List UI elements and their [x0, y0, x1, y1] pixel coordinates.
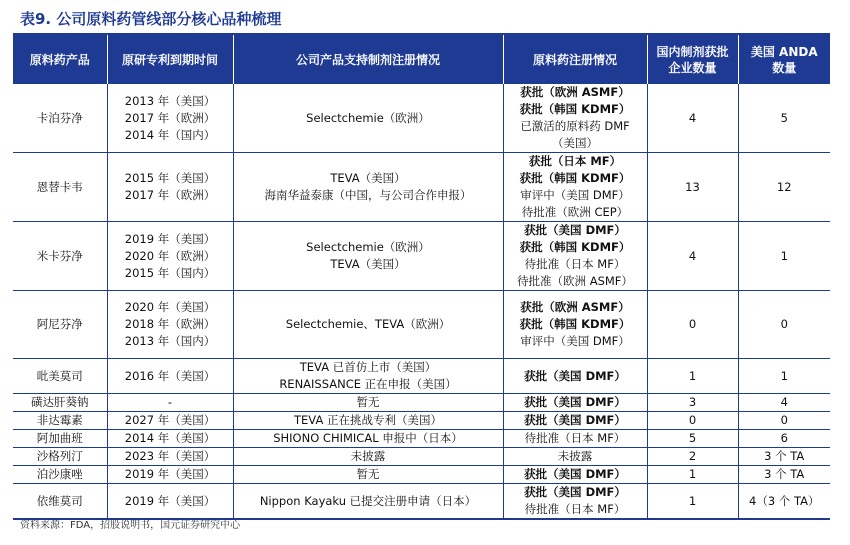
- patent-expiry-line: 2015 年（国内）: [124, 265, 216, 280]
- api-registration-line: 审评中（美国 DMF）: [520, 334, 630, 348]
- domestic-approvals-cell: [647, 394, 738, 412]
- table-row: [13, 484, 830, 520]
- col-support-header: [233, 35, 503, 84]
- us-anda-cell: [738, 412, 830, 430]
- formulation-support-line: RENAISSANCE 正在申报（美国）: [279, 377, 457, 391]
- domestic-approvals-value: 5: [688, 431, 697, 445]
- domestic-approvals-cell: [647, 448, 738, 466]
- api-registration-cell: [503, 222, 647, 291]
- api-registration-cell: [503, 153, 647, 222]
- api-registration-cell: [503, 394, 647, 412]
- api-registration-cell: [503, 466, 647, 484]
- header-label: 企业数量: [668, 60, 717, 75]
- formulation-support-line: Selectchemie（欧洲）: [306, 110, 430, 125]
- us-anda-cell: [738, 153, 830, 222]
- header-label: 原料药注册情况: [532, 52, 617, 67]
- table-row: [13, 466, 830, 484]
- formulation-support-cell: [233, 291, 503, 359]
- api-registration-line: 待批准（日本 MF）: [524, 431, 626, 445]
- domestic-approvals-value: 13: [685, 179, 700, 194]
- col-product-header: [13, 35, 107, 84]
- formulation-support-line: Nippon Kayaku 已提交注册申请（日本）: [259, 493, 477, 508]
- product-name: 卡泊芬净: [36, 110, 83, 125]
- api-registration-line: 待批准（日本 MF）: [524, 502, 626, 516]
- header-label: 国内制剂获批: [656, 44, 729, 59]
- product-name: 泊沙康唑: [36, 467, 83, 481]
- api-registration-cell: [503, 430, 647, 448]
- domestic-approvals-cell: [647, 84, 738, 153]
- product-name: 吡美莫司: [36, 368, 83, 383]
- product-name-cell: [13, 448, 107, 466]
- header-label: 公司产品支持制剂注册情况: [295, 52, 440, 67]
- table-row: [13, 291, 830, 359]
- patent-expiry-cell: [107, 222, 233, 291]
- formulation-support-line: TEVA 已首仿上市（美国）: [299, 360, 437, 374]
- formulation-support-line: 海南华益泰康（中国，与公司合作申报）: [264, 188, 472, 202]
- patent-expiry-cell: [107, 430, 233, 448]
- domestic-approvals-value: 1: [688, 493, 697, 508]
- patent-expiry-cell: [107, 291, 233, 359]
- patent-expiry-line: 2019 年（美国）: [124, 493, 216, 508]
- api-registration-line: 获批（美国 DMF）: [524, 413, 626, 427]
- table-row: [13, 448, 830, 466]
- api-registration-line: 未披露: [557, 449, 593, 463]
- product-name: 恩替卡韦: [36, 179, 83, 194]
- api-registration-cell: [503, 484, 647, 520]
- us-anda-cell: [738, 448, 830, 466]
- formulation-support-line: TEVA（美国）: [330, 171, 406, 185]
- patent-expiry-cell: [107, 394, 233, 412]
- product-name-cell: [13, 484, 107, 520]
- col-reg-header: [503, 35, 647, 84]
- api-registration-line: 待批准（欧洲 ASMF）: [517, 274, 633, 288]
- table-row: [13, 430, 830, 448]
- domestic-approvals-value: 4: [688, 248, 697, 263]
- col-anda-header: [738, 35, 830, 84]
- product-name-cell: [13, 153, 107, 222]
- product-name: 阿尼芬净: [36, 317, 83, 331]
- col-patent-header: [107, 35, 233, 84]
- api-registration-line: 审评中（美国 DMF）: [520, 188, 630, 202]
- domestic-approvals-value: 3: [688, 395, 697, 409]
- product-name: 依维莫司: [36, 493, 83, 508]
- patent-expiry-line: 2023 年（美国）: [124, 449, 216, 463]
- product-name-cell: [13, 84, 107, 153]
- header-label: 原料药产品: [29, 52, 90, 67]
- us-anda-cell: [738, 466, 830, 484]
- domestic-approvals-cell: [647, 291, 738, 359]
- product-name: 米卡芬净: [36, 248, 83, 263]
- api-registration-line: 待批准（日本 MF）: [524, 257, 626, 271]
- domestic-approvals-cell: [647, 412, 738, 430]
- api-registration-line: 获批（欧洲 ASMF）: [520, 85, 630, 99]
- product-name: 阿加曲班: [36, 431, 83, 445]
- domestic-approvals-value: 1: [688, 368, 697, 383]
- patent-expiry-line: 2020 年（欧洲）: [124, 248, 216, 263]
- patent-expiry-line: 2019 年（美国）: [124, 231, 216, 246]
- col-domestic-header: [647, 35, 738, 84]
- patent-expiry-line: 2018 年（欧洲）: [124, 317, 216, 331]
- table-body: [13, 84, 830, 519]
- api-registration-line: 获批（韩国 KDMF）: [519, 317, 631, 331]
- us-anda-cell: [738, 84, 830, 153]
- table-row: [13, 84, 830, 153]
- header-row: [13, 35, 830, 84]
- source-note: 资料来源：FDA，招股说明书，国元证券研究中心: [20, 520, 241, 531]
- us-anda-value: 0: [780, 413, 788, 427]
- product-name: 沙格列汀: [36, 449, 83, 463]
- domestic-approvals-value: 4: [688, 110, 697, 125]
- us-anda-cell: [738, 394, 830, 412]
- formulation-support-line: 未披露: [350, 449, 386, 463]
- formulation-support-cell: [233, 448, 503, 466]
- domestic-approvals-value: 1: [688, 467, 697, 481]
- us-anda-value: 1: [780, 368, 788, 383]
- api-registration-line: 获批（美国 DMF）: [524, 223, 626, 237]
- formulation-support-line: TEVA 正在挑战专利（美国）: [294, 413, 442, 427]
- patent-expiry-cell: [107, 448, 233, 466]
- patent-expiry-cell: [107, 466, 233, 484]
- patent-expiry-line: 2015 年（美国）: [124, 171, 216, 185]
- domestic-approvals-cell: [647, 484, 738, 520]
- api-registration-cell: [503, 291, 647, 359]
- api-registration-line: 获批（韩国 KDMF）: [519, 102, 631, 116]
- formulation-support-line: SHIONO CHIMICAL 申报中（日本）: [273, 431, 463, 445]
- patent-expiry-line: 2016 年（美国）: [124, 368, 216, 383]
- table-row: [13, 394, 830, 412]
- formulation-support-line: TEVA（美国）: [330, 257, 406, 271]
- patent-expiry-line: -: [167, 395, 173, 409]
- api-registration-cell: [503, 84, 647, 153]
- pipeline-table: [13, 35, 830, 520]
- patent-expiry-line: 2013 年（国内）: [124, 334, 216, 348]
- us-anda-value: 0: [780, 317, 788, 331]
- us-anda-value: 3 个 TA: [764, 449, 805, 463]
- us-anda-value: 3 个 TA: [764, 467, 805, 481]
- formulation-support-cell: [233, 84, 503, 153]
- patent-expiry-line: 2014 年（美国）: [124, 431, 216, 445]
- table-row: [13, 222, 830, 291]
- api-registration-line: 获批（韩国 KDMF）: [519, 171, 631, 185]
- api-registration-cell: [503, 412, 647, 430]
- product-name: 磺达肝葵钠: [31, 395, 89, 409]
- header-label: 原研专利到期时间: [121, 52, 218, 67]
- patent-expiry-cell: [107, 84, 233, 153]
- api-registration-cell: [503, 448, 647, 466]
- formulation-support-line: 暂无: [356, 395, 380, 409]
- api-registration-line: 获批（美国 DMF）: [524, 467, 626, 481]
- table-row: [13, 412, 830, 430]
- us-anda-cell: [738, 359, 830, 394]
- us-anda-value: 1: [780, 248, 788, 263]
- domestic-approvals-cell: [647, 466, 738, 484]
- table-row: [13, 153, 830, 222]
- domestic-approvals-value: 2: [688, 449, 697, 463]
- product-name-cell: [13, 359, 107, 394]
- domestic-approvals-cell: [647, 153, 738, 222]
- api-registration-line: 获批（美国 DMF）: [524, 485, 626, 499]
- domestic-approvals-value: 0: [688, 317, 697, 331]
- patent-expiry-cell: [107, 153, 233, 222]
- product-name-cell: [13, 412, 107, 430]
- patent-expiry-line: 2027 年（美国）: [124, 413, 216, 427]
- formulation-support-cell: [233, 153, 503, 222]
- patent-expiry-line: 2017 年（欧洲）: [124, 110, 216, 125]
- patent-expiry-line: 2019 年（美国）: [124, 467, 216, 481]
- domestic-approvals-cell: [647, 430, 738, 448]
- api-registration-line: 获批（美国 DMF）: [524, 368, 626, 383]
- patent-expiry-line: 2020 年（美国）: [124, 300, 216, 314]
- formulation-support-cell: [233, 222, 503, 291]
- formulation-support-cell: [233, 412, 503, 430]
- domestic-approvals-value: 0: [688, 413, 697, 427]
- formulation-support-line: 暂无: [356, 467, 380, 481]
- formulation-support-cell: [233, 394, 503, 412]
- us-anda-value: 12: [776, 179, 792, 194]
- api-registration-line: 获批（美国 DMF）: [524, 395, 626, 409]
- domestic-approvals-cell: [647, 222, 738, 291]
- domestic-approvals-cell: [647, 359, 738, 394]
- formulation-support-cell: [233, 484, 503, 520]
- header-label: 美国 ANDA: [750, 44, 818, 59]
- product-name-cell: [13, 222, 107, 291]
- product-name-cell: [13, 466, 107, 484]
- us-anda-cell: [738, 222, 830, 291]
- table-row: [13, 359, 830, 394]
- api-registration-line: 获批（日本 MF）: [528, 154, 622, 168]
- patent-expiry-cell: [107, 359, 233, 394]
- patent-expiry-line: 2014 年（国内）: [124, 127, 216, 142]
- us-anda-cell: [738, 484, 830, 520]
- product-name: 非达霉素: [36, 413, 83, 427]
- product-name-cell: [13, 430, 107, 448]
- api-registration-line: 待批准（欧洲 CEP）: [521, 205, 629, 219]
- us-anda-value: 4（3 个 TA）: [749, 493, 820, 508]
- api-registration-line: （美国）: [552, 136, 598, 150]
- formulation-support-cell: [233, 359, 503, 394]
- formulation-support-line: Selectchemie（欧洲）: [306, 240, 430, 254]
- patent-expiry-cell: [107, 484, 233, 520]
- api-registration-line: 已激活的原料药 DMF: [520, 119, 630, 133]
- us-anda-value: 4: [780, 395, 788, 409]
- formulation-support-cell: [233, 466, 503, 484]
- product-name-cell: [13, 394, 107, 412]
- api-registration-cell: [503, 359, 647, 394]
- patent-expiry-line: 2013 年（美国）: [124, 93, 216, 108]
- formulation-support-line: Selectchemie、TEVA（欧洲）: [285, 317, 451, 331]
- us-anda-cell: [738, 291, 830, 359]
- formulation-support-cell: [233, 430, 503, 448]
- api-registration-line: 获批（欧洲 ASMF）: [520, 300, 630, 314]
- product-name-cell: [13, 291, 107, 359]
- us-anda-value: 5: [780, 110, 788, 125]
- api-registration-line: 获批（韩国 KDMF）: [519, 240, 631, 254]
- us-anda-cell: [738, 430, 830, 448]
- patent-expiry-line: 2017 年（欧洲）: [124, 188, 216, 202]
- us-anda-value: 6: [780, 431, 788, 445]
- patent-expiry-cell: [107, 412, 233, 430]
- header-label: 数量: [772, 60, 797, 75]
- table-title: 表9. 公司原料药管线部分核心品种梳理: [20, 10, 282, 28]
